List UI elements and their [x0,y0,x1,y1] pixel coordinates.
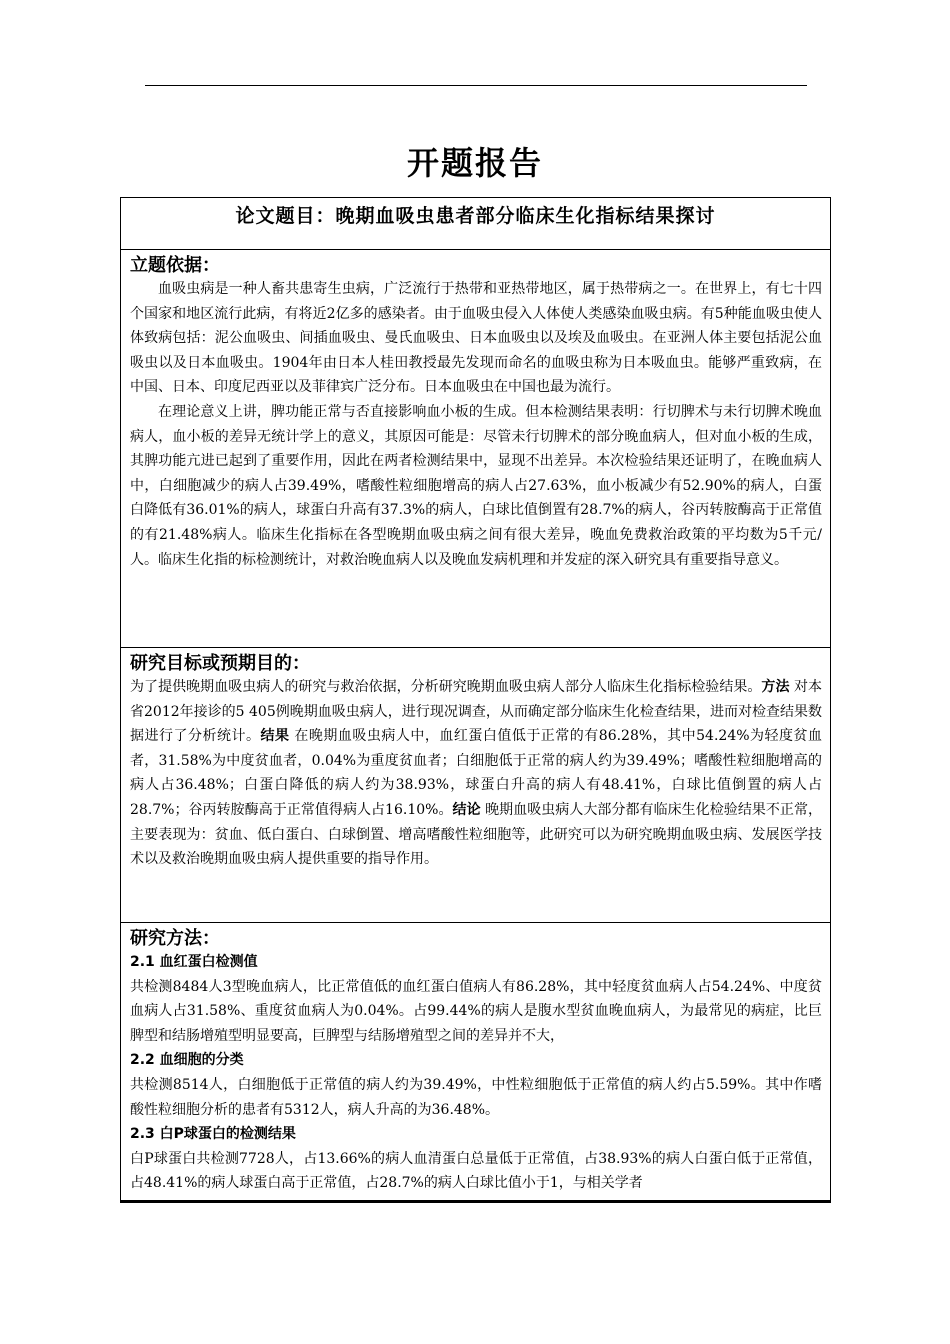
method-subsection-text: 白P球蛋白共检测7728人，占13.66%的病人血清蛋白总量低于正常值，占38.93%的病人白蛋白低于正常值，占48.41%的病人球蛋白高于正常值，占28.7%的病人白球比值小于1，与相关学者 [130,1150,822,1192]
thesis-topic-cell [121,198,830,250]
goal-cell [121,648,830,923]
basis-paragraph: 在理论意义上讲，脾功能正常与否直接影响血小板的生成。但本检测结果表明：行切脾术与未行切脾术晚血病人，血小板的差异无统计学上的意义，其原因可能是：尽管未行切脾术的部分晚血病人，但对血小板的生成，其脾功能亢进已起到了重要作用，因此在两者检测结果中，显现不出差异。本次检验结果还证明了，在晚血病人中，白细胞减少的病人占39.49%，嗜酸性粒细胞增高的病人占27.63%，血小板减少有52.90%的病人，白蛋白降低有36.01%的病人，球蛋白升高有37.3%的病人，白球比值倒置有28.7%的病人，谷丙转胺酶高于正常值的有21.48%病人。临床生化指标在各型晚期血吸虫病之间有很大差异，晚血免费救治政策的平均数为5千元/人。临床生化指的标检测统计，对救治晚血病人以及晚血发病机理和并发症的深入研究具有重要指导意义。 [130,403,822,568]
goal-method-text: 对本省2012年接诊的5 405例晚期血吸虫病人，进行现况调查，从而确定部分临床生化检查结果，进而对检查结果数据进行了分析统计。 [130,679,823,745]
report-title: 开题报告 [406,144,543,182]
basis-heading: 立题依据： [130,255,220,276]
basis-cell [121,250,830,648]
basis-paragraph: 血吸虫病是一种人畜共患寄生虫病，广泛流行于热带和亚热带地区，属于热带病之一。在世界上，有七十四个国家和地区流行此病，有将近2亿多的感染者。由于血吸虫侵入人体使人类感染血吸虫病。有5种能血吸虫使人体致病包括：泥公血吸虫、间插血吸虫、曼氏血吸虫、日本血吸虫以及埃及血吸虫。在亚洲人体主要包括泥公血吸虫以及日本血吸虫。1904年由日本人桂田教授最先发现而命名的血吸虫称为日本吸血虫。能够严重致病，在中国、日本、印度尼西亚以及菲律宾广泛分布。日本血吸虫在中国也最为流行。 [130,281,822,396]
method-subsection-text: 共检测8514人，白细胞低于正常值的病人约为39.49%，中性粒细胞低于正常值的病人约占5.59%。其中作嗜酸性粒细胞分析的患者有5312人，病人升高的为36.48%。 [130,1076,822,1118]
method-subsection-text: 共检测8484人3型晚血病人，比正常值低的血红蛋白值病人有86.28%，其中轻度贫血病人占54.24%、中度贫血病人占31.58%、重度贫血病人为0.04%。占99.44%的病人是腹水型贫血晚血病人，为最常见的病症，比巨脾型和结肠增殖型明显要高，巨脾型与结肠增殖型之间的差异并不大， [130,978,822,1044]
goal-intro: 为了提供晚期血吸虫病人的研究与救治依据，分析研究晚期血吸虫病人部分人临床生化指标检验结果。 [130,679,762,695]
header-rule [145,85,807,86]
goal-paragraph [130,675,822,872]
method-keyword: 方法 [761,679,790,695]
result-keyword: 结果 [260,728,290,745]
method-cell [121,923,830,1200]
goal-result-text: 在晚期血吸虫病人中，血红蛋白值低于正常的有86.28%，其中54.24%为轻度贫血者，31.58%为中度贫血者，0.04%为重度贫血者；白细胞低于正常的病人约为39.49%；嗜酸性粒细胞增高的病人占36.48%；白蛋白降低的病人约为38.93%，球蛋白升高的病人有48.41%，白球比值倒置的病人占28.7%；谷丙转胺酶高于正常值得病人占16.10%。 [130,728,823,818]
method-heading: 研究方法： [130,928,220,949]
goal-heading: 研究目标或预期目的： [130,653,310,674]
thesis-title: 论文题目：晚期血吸虫患者部分临床生化指标结果探讨 [235,205,716,227]
method-subsection-title: 2.2 血细胞的分类 [130,1052,244,1069]
conclusion-keyword: 结论 [452,801,481,818]
report-table [120,197,831,1203]
method-subsection-title: 2.1 血红蛋白检测值 [130,954,258,970]
goal-conclusion-text: 晚期血吸虫病人大部分都有临床生化检验结果不正常，主要表现为：贫血、低白蛋白、白球倒置、增高嗜酸性粒细胞等，此研究可以为研究晚期血吸虫病、发展医学技术以及救治晚期血吸虫病人提供重要的指导作用。 [130,801,823,868]
method-subsection-title: 2.3 白P球蛋白的检测结果 [130,1126,296,1143]
